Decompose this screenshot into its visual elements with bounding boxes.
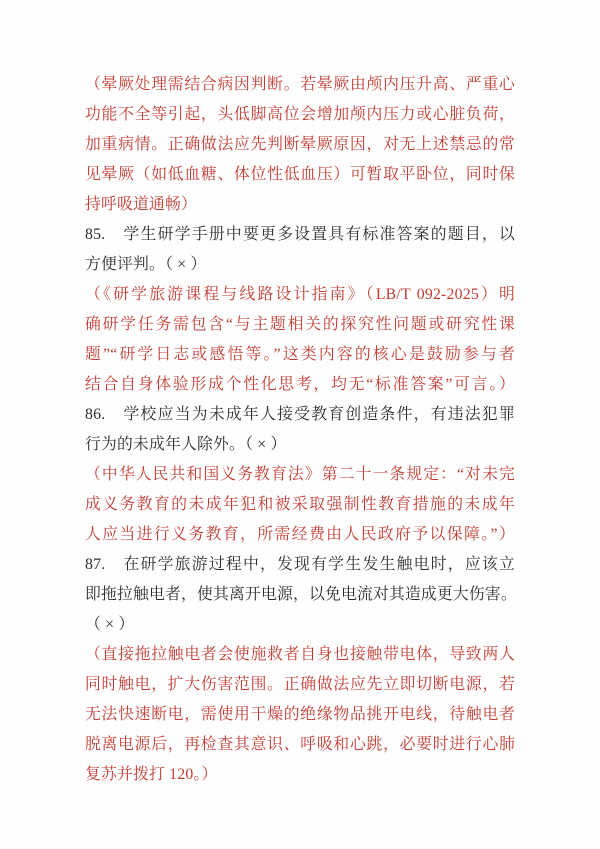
text-line: （直接拖拉触电者会使施救者自身也接触带电体，导致两人: [85, 646, 515, 663]
text-line: 87. 在研学旅游过程中，发现有学生发生触电时，应该立: [85, 556, 515, 573]
text-line: 即拖拉触电者，使其离开电源，以免电流对其造成更大伤害。: [85, 586, 517, 603]
text-line: （《研学旅游课程与线路设计指南》（LB/T 092-2025）明: [85, 286, 515, 303]
text-line: 功能不全等引起，头低脚高位会增加颅内压力或心脏负荷，: [85, 106, 515, 123]
explanation-85: [85, 280, 515, 400]
text-line: 题”“研学日志或感悟等。”这类内容的核心是鼓励参与者: [85, 346, 515, 363]
text-line: 85. 学生研学手册中要更多设置具有标准答案的题目，以: [85, 226, 515, 243]
text-line: 复苏并拨打 120。）: [85, 766, 218, 783]
text-line: 确研学任务需包含“与主题相关的探究性问题或研究性课: [85, 316, 515, 333]
explanation-continued-84: [85, 70, 515, 220]
question-87: [85, 550, 515, 640]
text-line: 成义务教育的未成年犯和被采取强制性教育措施的未成年: [85, 496, 515, 513]
text-line: 人应当进行义务教育，所需经费由人民政府予以保障。”）: [85, 526, 515, 543]
explanation-87: [85, 640, 515, 790]
document-body: [85, 70, 515, 790]
question-85: [85, 220, 515, 280]
question-86: [85, 400, 515, 460]
text-line: （中华人民共和国义务教育法》第二十一条规定：“对未完: [85, 466, 515, 483]
text-line: （ × ）: [85, 616, 135, 633]
text-line: 同时触电，扩大伤害范围。正确做法应先立即切断电源，若: [85, 676, 515, 693]
text-line: 加重病情。正确做法应先判断晕厥原因，对无上述禁忌的常: [85, 136, 515, 153]
text-line: 方便评判。（ × ）: [85, 256, 207, 273]
explanation-86: [85, 460, 515, 550]
text-line: 86. 学校应当为未成年人接受教育创造条件，有违法犯罪: [85, 406, 515, 423]
text-line: 持呼吸道通畅）: [85, 196, 197, 213]
text-line: 无法快速断电，需使用干燥的绝缘物品挑开电线，待触电者: [85, 706, 515, 723]
text-line: 行为的未成年人除外。（ × ）: [85, 436, 287, 453]
text-line: （晕厥处理需结合病因判断。若晕厥由颅内压升高、严重心: [85, 76, 515, 93]
text-line: 结合自身体验形成个性化思考，均无“标准答案”可言。）: [85, 376, 515, 393]
text-line: 脱离电源后，再检查其意识、呼吸和心跳，必要时进行心肺: [85, 736, 515, 753]
text-line: 见晕厥（如低血糖、体位性低血压）可暂取平卧位，同时保: [85, 166, 515, 183]
